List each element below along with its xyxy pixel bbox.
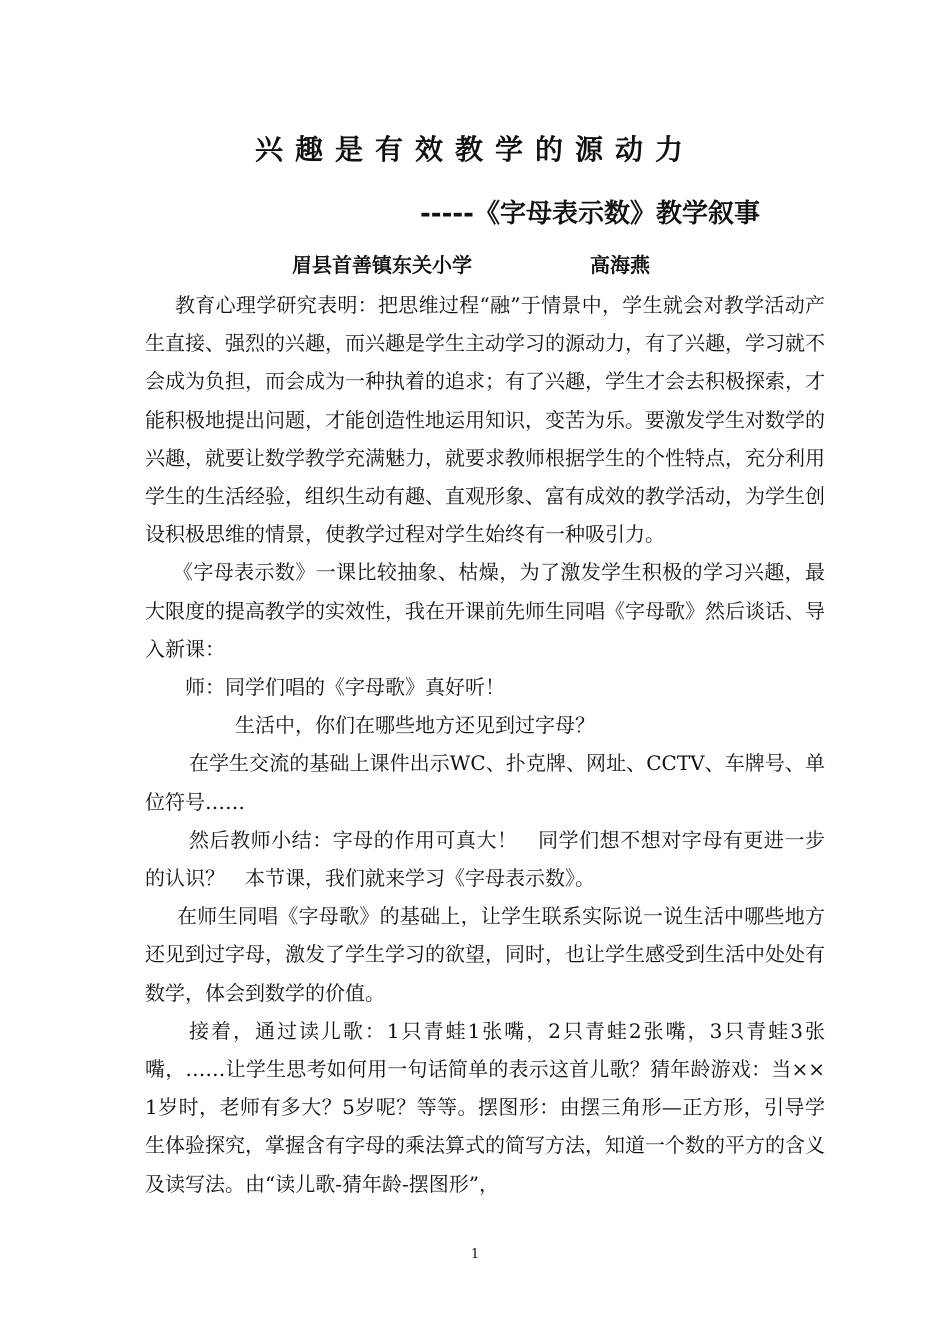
- page-number: 1: [470, 1247, 480, 1262]
- paragraph: 教育心理学研究表明：把思维过程“融”于情景中，学生就会对教学活动产生直接、强烈的兴趣，而兴趣是学生主动学习的源动力，有了兴趣，学习就不会成为负担，而会成为一种执着的追求；有了兴趣，学生才会去积极探索，才能积极地提出问题，才能创造性地运用知识，变苦为乐。要激发学生对数学的兴趣，就要让数学教学充满魅力，就要求教师根据学生的个性特点，充分利用学生的生活经验，组织生动有趣、直观形象、富有成效的教学活动，为学生创设积极思维的情景，使教学过程对学生始终有一种吸引力。: [145, 293, 825, 547]
- paragraph: 在学生交流的基础上课件出示WC、扑克牌、网址、CCTV、车牌号、单位符号……: [145, 751, 825, 814]
- author-line: [292, 250, 650, 280]
- paragraph: 《字母表示数》一课比较抽象、枯燥，为了激发学生积极的学习兴趣，最大限度的提高教学的实效性，我在开课前先师生同唱《字母歌》然后谈话、导入新课：: [145, 560, 825, 661]
- paragraph: 接着，通过读儿歌：1只青蛙1张嘴，2只青蛙2张嘴，3只青蛙3张嘴，……让学生思考如何用一句话简单的表示这首儿歌？猜年龄游戏：当××1岁时，老师有多大？5岁呢？等等。摆图形：由摆三角形—正方形，引导学生体验探究，掌握含有字母的乘法算式的简写方法，知道一个数的平方的含义及读写法。由“读儿歌-猜年龄-摆图形”，: [145, 1018, 825, 1196]
- author-name: 高海燕: [590, 253, 650, 277]
- paragraph: 在师生同唱《字母歌》的基础上，让学生联系实际说一说生活中哪些地方还见到过字母，激发了学生学习的欲望，同时，也让学生感受到生活中处处有数学，体会到数学的价值。: [145, 904, 825, 1005]
- document-subtitle: -----《字母表示数》教学叙事: [420, 199, 760, 229]
- document-body: [145, 286, 825, 1203]
- paragraph: 师：同学们唱的《字母歌》真好听！: [185, 675, 505, 700]
- paragraph: 生活中，你们在哪些地方还见到过字母？: [235, 713, 595, 738]
- school-name: 眉县首善镇东关小学: [292, 253, 472, 277]
- paragraph: 然后教师小结：字母的作用可真大！ 同学们想不想对字母有更进一步的认识？ 本节课，我们就来学习《字母表示数》。: [145, 827, 825, 891]
- document-title: 兴趣是有效教学的源动力: [254, 133, 695, 166]
